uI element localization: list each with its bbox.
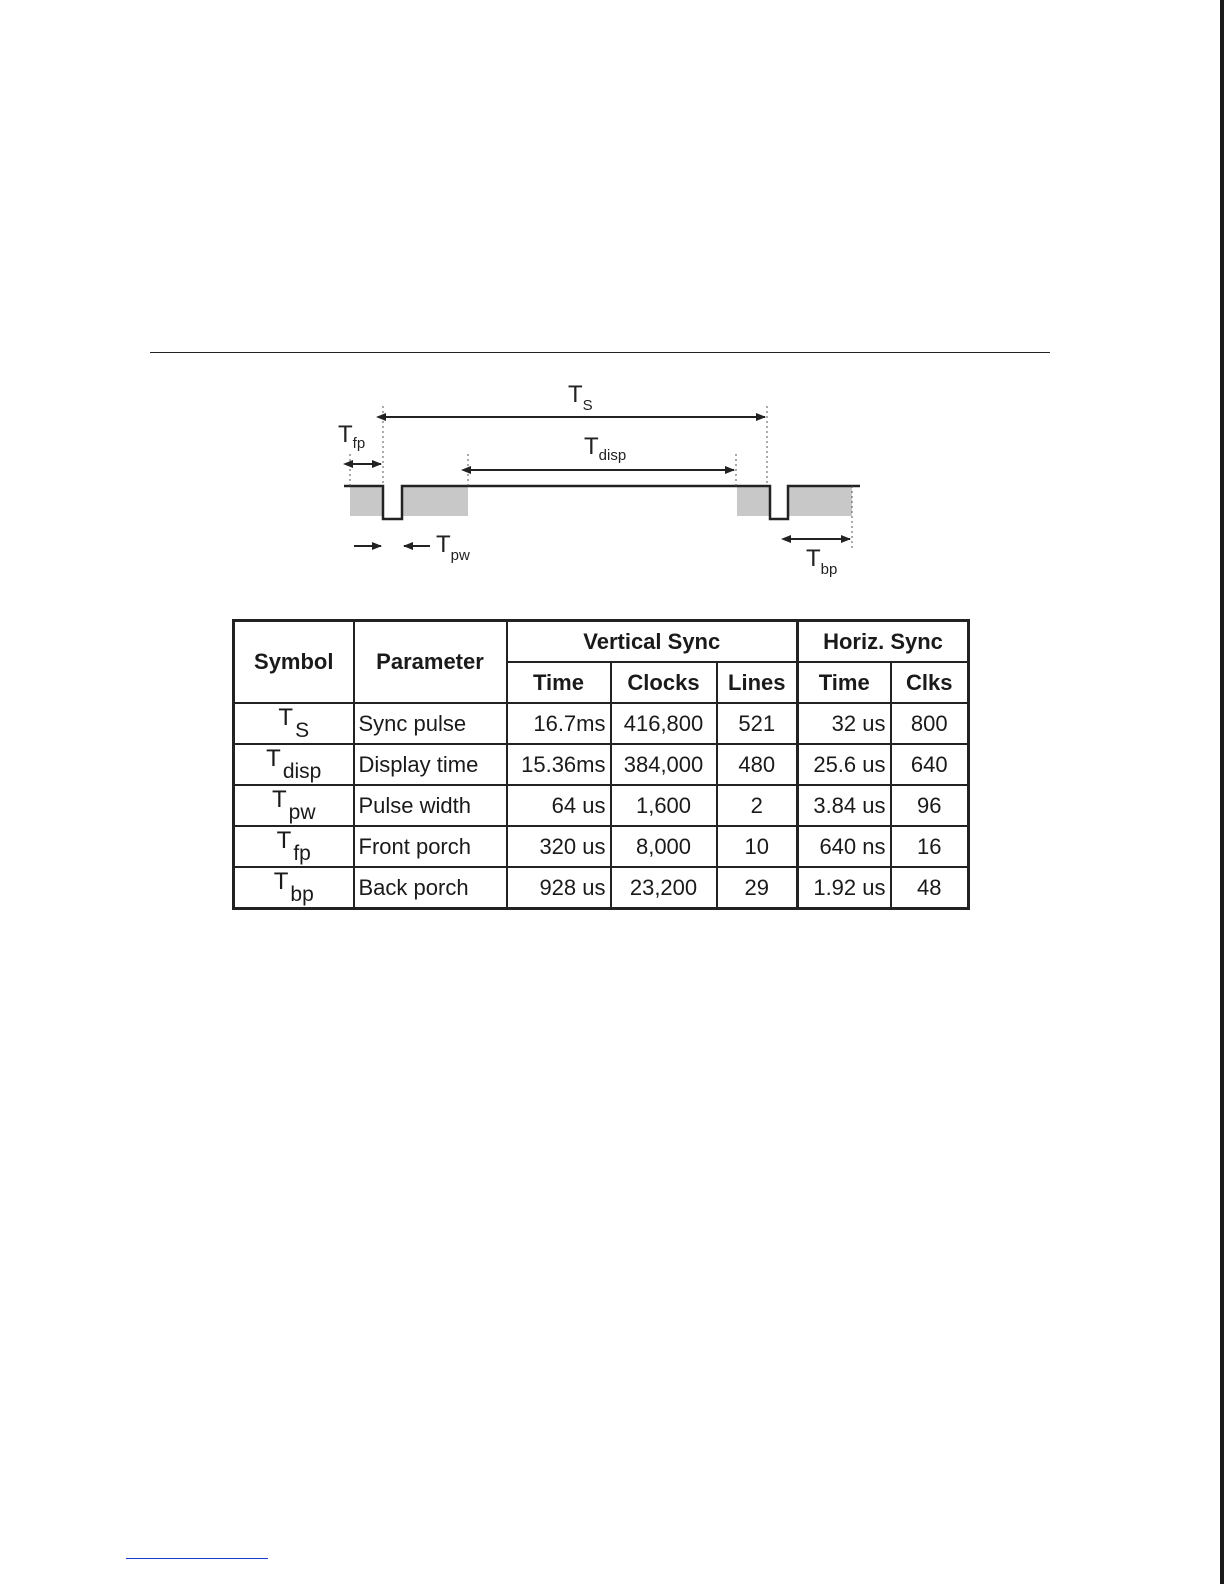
h-clks-cell: 16 xyxy=(891,826,969,867)
table-row xyxy=(234,867,969,909)
h-time-cell: 25.6 us xyxy=(798,744,891,785)
v-clocks-cell: 384,000 xyxy=(611,744,717,785)
symbol-cell: Tdisp xyxy=(234,744,354,785)
parameter-cell: Display time xyxy=(354,744,507,785)
h-clks-cell: 48 xyxy=(891,867,969,909)
v-time-cell: 15.36ms xyxy=(507,744,611,785)
header-v-lines: Lines xyxy=(717,662,798,703)
blanking-region-right xyxy=(737,486,770,516)
v-lines-cell: 480 xyxy=(717,744,798,785)
page-edge-border xyxy=(1220,0,1224,1584)
v-clocks-cell: 416,800 xyxy=(611,703,717,744)
header-h-time: Time xyxy=(798,662,891,703)
v-time-cell: 16.7ms xyxy=(507,703,611,744)
parameter-cell: Front porch xyxy=(354,826,507,867)
header-symbol: Symbol xyxy=(234,621,354,704)
table-row xyxy=(234,703,969,744)
header-v-clocks: Clocks xyxy=(611,662,717,703)
footnote-separator-rule xyxy=(126,1558,268,1559)
table-row xyxy=(234,826,969,867)
v-time-cell: 64 us xyxy=(507,785,611,826)
parameter-cell: Pulse width xyxy=(354,785,507,826)
sync-timing-table xyxy=(232,619,970,910)
v-clocks-cell: 23,200 xyxy=(611,867,717,909)
h-clks-cell: 800 xyxy=(891,703,969,744)
symbol-cell: TS xyxy=(234,703,354,744)
tfp-label: Tfp xyxy=(338,421,366,452)
tbp-label: Tbp xyxy=(806,545,838,578)
parameter-cell: Sync pulse xyxy=(354,703,507,744)
v-time-cell: 928 us xyxy=(507,867,611,909)
table-row xyxy=(234,785,969,826)
sync-timing-diagram xyxy=(330,366,980,586)
h-time-cell: 3.84 us xyxy=(798,785,891,826)
blanking-region-left xyxy=(350,486,383,516)
h-clks-cell: 640 xyxy=(891,744,969,785)
v-lines-cell: 521 xyxy=(717,703,798,744)
symbol-cell: Tpw xyxy=(234,785,354,826)
blanking-region-left-2 xyxy=(402,486,468,516)
header-v-time: Time xyxy=(507,662,611,703)
blanking-region-right-2 xyxy=(788,486,852,516)
header-horiz-sync: Horiz. Sync xyxy=(798,621,969,663)
symbol-cell: Tbp xyxy=(234,867,354,909)
symbol-cell: Tfp xyxy=(234,826,354,867)
v-clocks-cell: 1,600 xyxy=(611,785,717,826)
header-parameter: Parameter xyxy=(354,621,507,704)
tdisp-label: Tdisp xyxy=(584,433,627,464)
v-time-cell: 320 us xyxy=(507,826,611,867)
tpw-label: Tpw xyxy=(436,531,470,564)
top-horizontal-rule xyxy=(150,352,1050,353)
table-row xyxy=(234,744,969,785)
header-vertical-sync: Vertical Sync xyxy=(507,621,798,663)
parameter-cell: Back porch xyxy=(354,867,507,909)
v-lines-cell: 2 xyxy=(717,785,798,826)
h-time-cell: 1.92 us xyxy=(798,867,891,909)
v-clocks-cell: 8,000 xyxy=(611,826,717,867)
h-time-cell: 32 us xyxy=(798,703,891,744)
v-lines-cell: 10 xyxy=(717,826,798,867)
h-time-cell: 640 ns xyxy=(798,826,891,867)
ts-label: TS xyxy=(568,381,593,414)
v-lines-cell: 29 xyxy=(717,867,798,909)
h-clks-cell: 96 xyxy=(891,785,969,826)
header-h-clks: Clks xyxy=(891,662,969,703)
